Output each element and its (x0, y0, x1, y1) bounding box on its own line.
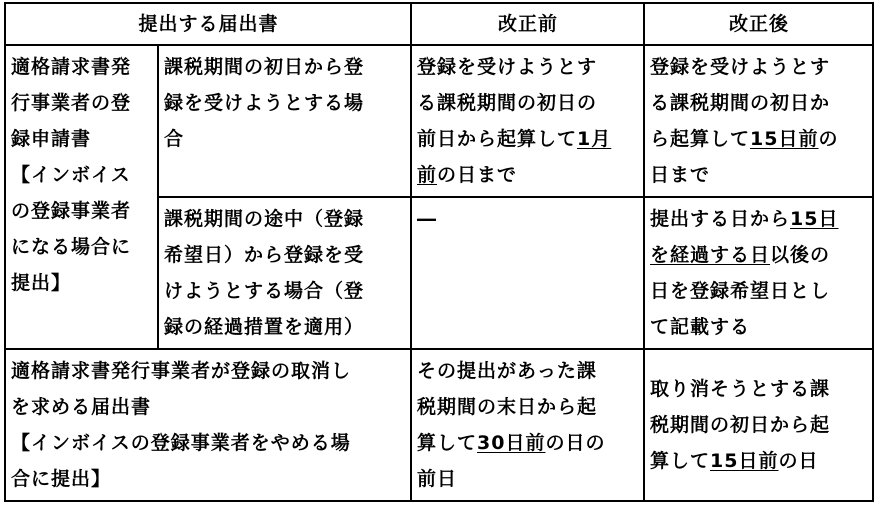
text-span: の日まで (437, 164, 518, 186)
text-line: 日まで (650, 164, 711, 186)
table-row (5, 45, 873, 197)
case-cell-mid-period (158, 197, 411, 349)
text-span: の (818, 128, 839, 150)
text-line: 合 (164, 128, 185, 150)
text-line: 提出】 (11, 272, 72, 294)
text-span: ら起算して (650, 128, 751, 150)
text-line: 税期間の末日から起 (417, 396, 598, 418)
text-line: 取り消そうとする課 (650, 378, 831, 400)
underlined-term: 15日前 (750, 128, 819, 150)
text-span: 提出する日から (650, 208, 791, 230)
text-line: て記載する (650, 316, 751, 338)
text-line: 登録を受けようとす (417, 56, 598, 78)
text-line: になる場合に (11, 236, 132, 258)
text-line (650, 237, 868, 273)
text-line (417, 121, 639, 157)
text-line: 適格請求書発 (11, 56, 132, 78)
text-line: 希望日）から登録を受 (164, 244, 365, 266)
text-line: 【インボイスの登録事業者をやめる場 (11, 432, 351, 454)
text-line: 前日 (417, 468, 458, 490)
header-form: 提出する届出書 (5, 3, 411, 45)
text-line: 税期間の初日から起 (650, 414, 831, 436)
underlined-term: 15日前 (710, 450, 779, 472)
before-cell-first-day (411, 45, 644, 197)
text-line: 適格請求書発行事業者が登録の取消し (11, 360, 352, 382)
form-cell-cancellation (5, 349, 411, 501)
underlined-term: 30日前 (477, 432, 546, 454)
text-line: 録を受けようとする場 (164, 92, 365, 114)
text-line (417, 425, 639, 461)
comparison-table (4, 2, 874, 502)
text-line: 録の経過措置を適用） (164, 316, 365, 338)
text-line: 課税期間の途中（登録 (164, 208, 365, 230)
table-row (5, 349, 873, 501)
text-line: 合に提出】 (11, 468, 112, 490)
text-line: 【インボイス (11, 164, 131, 186)
after-cell-first-day (644, 45, 873, 197)
text-line: その提出があった課 (417, 360, 597, 382)
text-line: 登録を受けようとす (650, 56, 831, 78)
text-span: 算して (417, 432, 478, 454)
text-line: の登録事業者 (11, 200, 132, 222)
text-line: 課税期間の初日から登 (164, 56, 365, 78)
before-cell-cancellation (411, 349, 644, 501)
text-line: けようとする場合（登 (164, 280, 365, 302)
before-cell-mid-period: ― (411, 197, 644, 349)
after-cell-cancellation (644, 349, 873, 501)
header-before: 改正前 (411, 3, 644, 45)
text-line (650, 201, 868, 237)
text-span: の日の (545, 432, 606, 454)
underlined-term: を経過する日 (650, 244, 771, 266)
text-line (650, 443, 868, 479)
text-line: を求める届出書 (11, 396, 152, 418)
underlined-term: 前 (417, 164, 438, 186)
text-line (417, 157, 639, 193)
text-span: の日 (778, 450, 819, 472)
text-line: る課税期間の初日か (650, 92, 831, 114)
header-row (5, 3, 873, 45)
after-cell-mid-period (644, 197, 873, 349)
text-line (650, 121, 868, 157)
header-after: 改正後 (644, 3, 873, 45)
case-cell-first-day (158, 45, 411, 197)
text-line: 録申請書 (11, 128, 92, 150)
text-span: 以後の (770, 244, 831, 266)
text-span: 前日から起算して (417, 128, 578, 150)
text-line: 行事業者の登 (11, 92, 132, 114)
text-line: 日を登録希望日とし (650, 280, 831, 302)
form-cell-registration (5, 45, 158, 349)
underlined-term: 1月 (577, 128, 612, 150)
text-line: る課税期間の初日の (417, 92, 598, 114)
text-span: 算して (650, 450, 711, 472)
underlined-term: 15日 (790, 208, 839, 230)
